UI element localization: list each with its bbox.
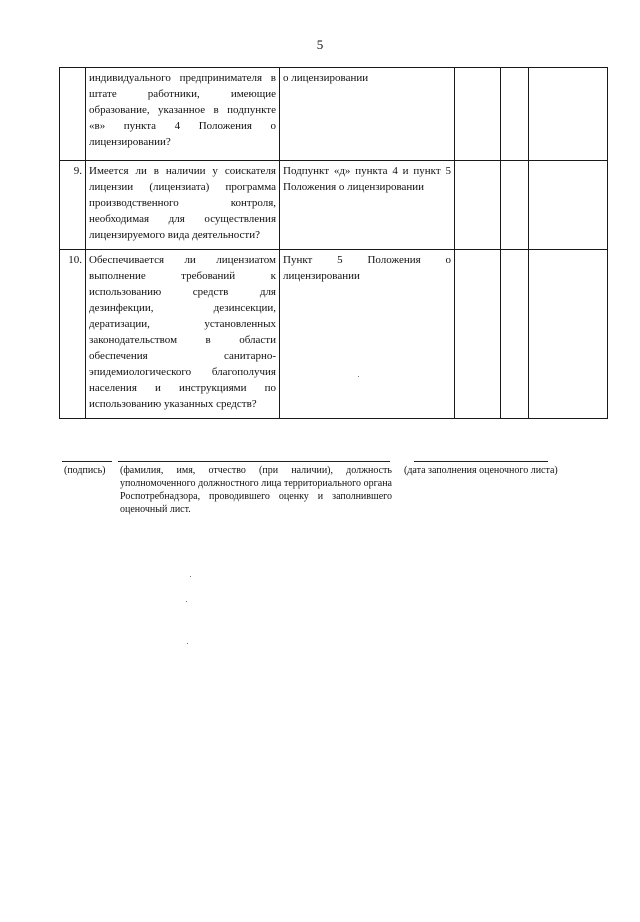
page-number: 5: [316, 37, 324, 52]
signature-line: [62, 461, 112, 462]
name-line: [118, 461, 390, 462]
name-position-caption: (фамилия, имя, отчество (при наличии), должность уполномоченного должностного лица территориального органа Роспотребнадзора, проводившего оценку и заполнившего оценочный лист.: [120, 465, 392, 515]
answer-yes-cell: [455, 68, 501, 161]
row-reference: Пункт 5 Положения о лицензировании: [280, 250, 455, 419]
answer-not-applicable-cell: [529, 68, 608, 161]
row-question: Обеспечивается ли лицензиатом выполнение требований к использованию средств для дезинфекции, дезинсекции, дератизации, установленных законодательством в области обеспечения санитарно-эпидемиологического благополучия населения и инструкциями по использованию указанных средств?: [86, 250, 280, 419]
answer-no-cell: [501, 250, 529, 419]
answer-not-applicable-cell: [529, 161, 608, 250]
row-number: [60, 68, 86, 161]
row-question: индивидуального предпринимателя в штате работники, имеющие образование, указанное в подпункте «в» пункта 4 Положения о лицензировании?: [86, 68, 280, 161]
row-number: 10.: [60, 250, 86, 419]
row-reference: о лицензировании: [280, 68, 455, 161]
row-question: Имеется ли в наличии у соискателя лицензии (лицензиата) программа производственного контроля, необходимая для осуществления лицензируемого вида деятельности?: [86, 161, 280, 250]
date-line: [414, 461, 548, 462]
row-reference: Подпункт «д» пункта 4 и пункт 5 Положения о лицензировании: [280, 161, 455, 250]
table-row: [60, 161, 608, 250]
date-caption: (дата заполнения оценочного листа): [404, 465, 558, 476]
answer-not-applicable-cell: [529, 250, 608, 419]
answer-yes-cell: [455, 250, 501, 419]
answer-no-cell: [501, 161, 529, 250]
answer-yes-cell: [455, 161, 501, 250]
signature-caption: (подпись): [64, 465, 106, 476]
answer-no-cell: [501, 68, 529, 161]
table-row: [60, 68, 608, 161]
table-row: [60, 250, 608, 419]
checklist-table: [59, 67, 608, 419]
row-number: 9.: [60, 161, 86, 250]
